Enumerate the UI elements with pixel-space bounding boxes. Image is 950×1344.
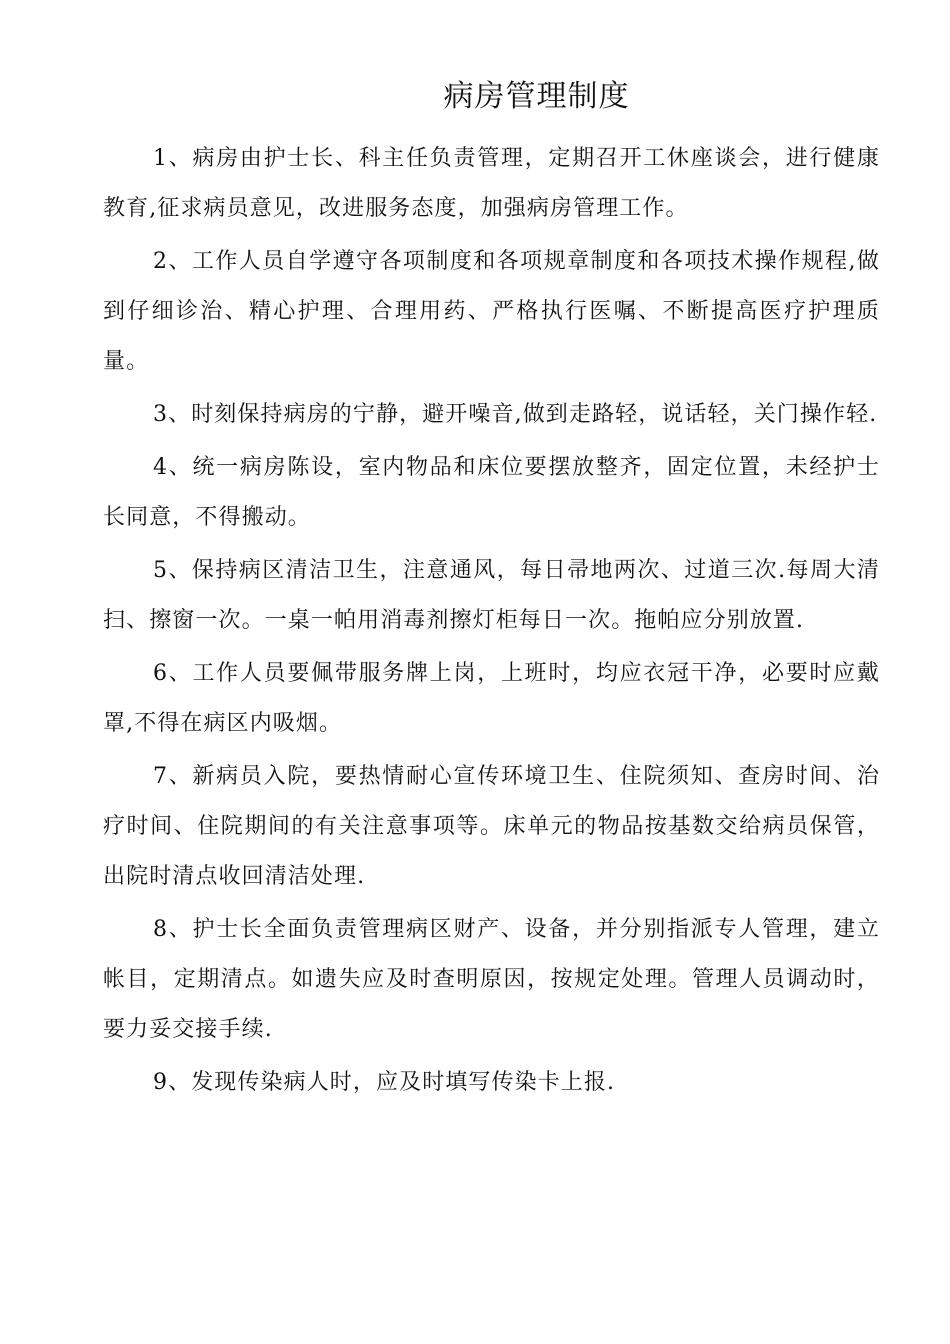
- rule-9: 9、发现传染病人时，应及时填写传染卡上报.: [153, 1070, 616, 1095]
- rule-4: 4、统一病房陈设，室内物品和床位要摆放整齐，固定位置，未经护士长同意，不得搬动。: [103, 455, 880, 530]
- rule-8: 8、护士长全面负责管理病区财产、设备，并分别指派专人管理，建立帐目，定期清点。如遗失应及时查明原因，按规定处理。管理人员调动时，要力妥交接手续.: [103, 917, 880, 1042]
- rule-3: 3、时刻保持病房的宁静，避开噪音,做到走路轻，说话轻，关门操作轻.: [153, 402, 878, 427]
- rule-2: 2、工作人员自学遵守各项制度和各项规章制度和各项技术操作规程,做到仔细诊治、精心护理、合理用药、严格执行医嘱、不断提高医疗护理质量。: [103, 249, 880, 374]
- rule-1: 1、病房由护士长、科主任负责管理，定期召开工休座谈会，进行健康教育,征求病员意见，改进服务态度，加强病房管理工作。: [103, 146, 880, 221]
- rule-6: 6、工作人员要佩带服务牌上岗，上班时，均应衣冠干净，必要时应戴罩,不得在病区内吸烟。: [103, 661, 880, 736]
- document-title: 病房管理制度: [443, 79, 630, 114]
- rule-7: 7、新病员入院，要热情耐心宣传环境卫生、住院须知、查房时间、治疗时间、住院期间的有关注意事项等。床单元的物品按基数交给病员保管，出院时清点收回清洁处理.: [103, 764, 880, 889]
- rule-5: 5、保持病区清洁卫生，注意通风，每日帚地两次、过道三次.每周大清扫、擦窗一次。一桌一帕用消毒剂擦灯柜每日一次。拖帕应分别放置.: [103, 558, 880, 633]
